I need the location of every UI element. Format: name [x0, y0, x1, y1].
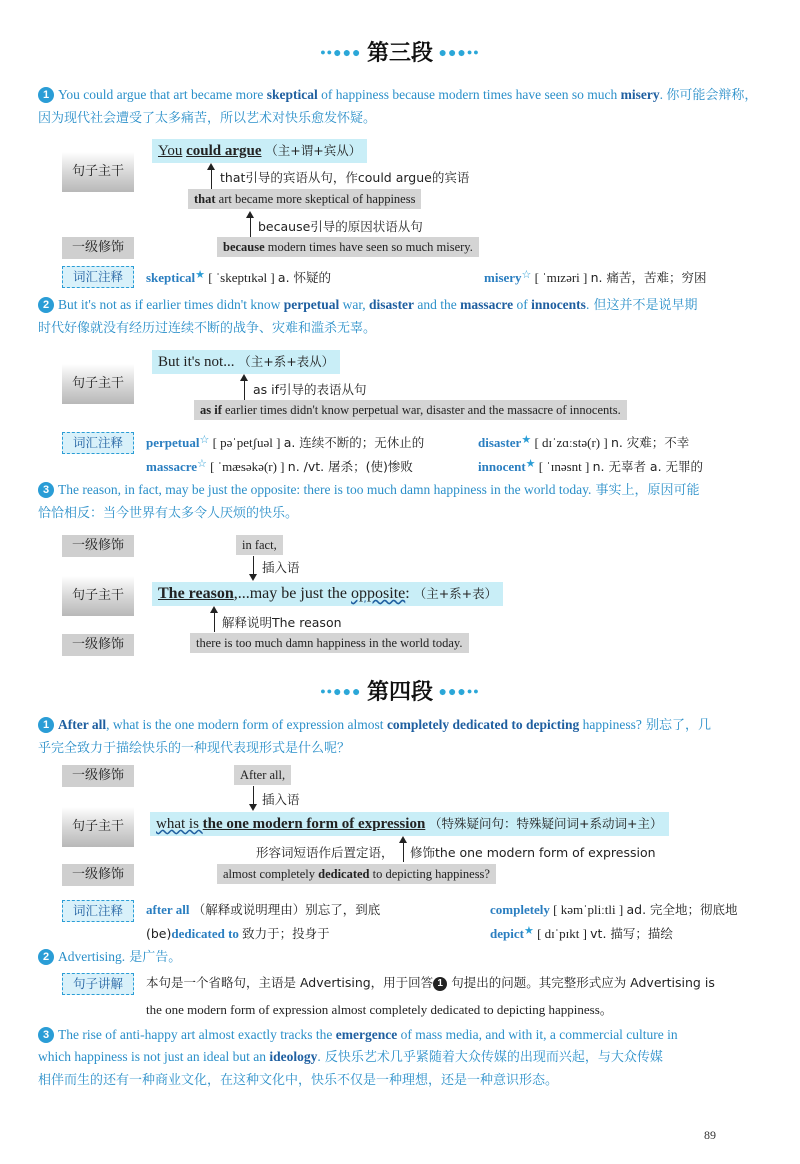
clause-box: [188, 189, 421, 209]
connector-line: [253, 556, 254, 576]
structure-note: （主+谓+宾从）: [265, 143, 362, 158]
explanation-text: 本句是一个省略句，主语是 Advertising，用于回答: [146, 975, 434, 990]
main-verb: could argue: [186, 143, 262, 159]
keyword: ideology: [269, 1049, 318, 1064]
sentence-text: happiness?: [579, 717, 642, 732]
sentence-text: .: [585, 297, 590, 312]
sentence-text: war,: [339, 297, 370, 312]
modifier-box: After all,: [234, 765, 291, 785]
chinese-translation: 相伴而生的还有一种商业文化，在这种文化中，快乐不仅是一种理想，还是一种意识形态。: [38, 1073, 559, 1088]
keyword: misery: [620, 87, 660, 102]
vocab-pronunciation: [ pəˈpetʃuəl ]: [212, 435, 281, 450]
vocab-word: dedicated to: [171, 926, 239, 941]
annotation: 形容词短语作后置定语，: [256, 845, 394, 860]
main-clause-text: :: [405, 585, 410, 602]
section-title-text: 第三段: [366, 40, 433, 65]
structure-note: （主+系+表）: [413, 586, 498, 601]
vocab-entry: [478, 457, 703, 475]
vocab-pronunciation: [ dɪˈpɪkt ]: [537, 926, 587, 941]
clause-keyword: that: [194, 192, 216, 206]
vocab-definition: n. 痛苦，苦难；穷困: [590, 270, 707, 285]
vocab-tag: 词汇注释: [62, 266, 134, 288]
connector-line: [211, 169, 212, 189]
label-main-clause: 句子主干: [62, 807, 134, 847]
connector-line: [403, 842, 404, 862]
annotation: 插入语: [262, 792, 300, 807]
vocab-entry: [146, 924, 330, 942]
main-subject: the one modern form of expression: [202, 816, 426, 832]
clause-keyword: because: [223, 240, 265, 254]
sentence-4-1: [38, 714, 762, 760]
clause-text: almost completely: [223, 867, 319, 881]
chinese-translation: 事实上，原因可能: [591, 483, 700, 498]
arrow-down: [249, 804, 257, 811]
main-clause-box: [152, 350, 340, 374]
star-icon: ★: [523, 925, 534, 937]
label-main-clause: 句子主干: [62, 364, 134, 404]
annotation: because引导的原因状语从句: [258, 219, 423, 234]
vocab-word: innocent: [478, 459, 526, 474]
main-predicative: opposite: [351, 585, 406, 602]
sentence-3-2: [38, 294, 762, 340]
chinese-translation: 乎完全致力于描绘快乐的一种现代表现形式是什么呢？: [38, 741, 351, 756]
sentence-number-badge: 1: [38, 87, 54, 103]
sentence-text: .: [659, 87, 663, 102]
label-modifier: 一级修饰: [62, 237, 134, 259]
vocab-definition: a. 连续不断的；无休止的: [283, 435, 425, 450]
label-main-clause: 句子主干: [62, 152, 134, 192]
clause-box: [194, 400, 627, 420]
vocab-definition: vt. 描写；描绘: [590, 926, 673, 941]
main-clause-box: [152, 139, 367, 163]
keyword: skeptical: [266, 87, 318, 102]
main-clause-text: what is: [156, 816, 203, 832]
sentence-4-3: [38, 1024, 762, 1092]
page-number: 89: [704, 1128, 716, 1142]
label-modifier: 一级修饰: [62, 765, 134, 787]
clause-text: art became more skeptical of happiness: [215, 192, 416, 206]
decor-dots-left: ●●●●●: [320, 685, 362, 700]
modifier-box: [217, 864, 496, 884]
vocab-entry: [484, 268, 707, 286]
annotation: 插入语: [262, 560, 300, 575]
annotation: that引导的宾语从句，作could argue的宾语: [220, 170, 470, 185]
star-icon: ★: [521, 434, 532, 446]
vocab-word: depict: [490, 926, 524, 941]
sentence-number-badge: 3: [38, 1027, 54, 1043]
sentence-text: which happiness is not just an ideal but an: [38, 1049, 270, 1064]
chinese-translation: 恰恰相反：当今世界有太多令人厌烦的快乐。: [38, 506, 299, 521]
connector-line: [214, 612, 215, 632]
keyword: perpetual: [283, 297, 340, 312]
vocab-word: perpetual: [146, 435, 200, 450]
sentence-text: You could argue that art became more: [58, 87, 267, 102]
main-clause-text: ,...may be just the: [233, 585, 352, 602]
vocab-pronunciation: [ ˈmæsəkə(r) ]: [210, 459, 285, 474]
vocab-tag: 词汇注释: [62, 900, 134, 922]
label-modifier: 一级修饰: [62, 864, 134, 886]
vocab-entry: [478, 433, 689, 451]
main-subject: You: [158, 143, 183, 159]
sentence-text: of mass media, and with it, a commercial culture in: [397, 1027, 678, 1042]
sentence-text: But it's not as if earlier times didn't know: [58, 297, 284, 312]
connector-line: [253, 786, 254, 806]
chinese-translation: 别忘了，几: [641, 718, 712, 733]
clause-text: modern times have seen so much misery.: [264, 240, 473, 254]
sentence-4-2: [38, 946, 762, 969]
vocab-entry: [146, 457, 413, 475]
sentence-number-badge: 3: [38, 482, 54, 498]
main-clause-text: But it's not...: [158, 354, 235, 370]
section-title-text: 第四段: [366, 679, 433, 704]
clause-text: earlier times didn't know perpetual war, disaster and the massacre of innocents.: [221, 403, 621, 417]
explanation-line: the one modern form of expression almost completely dedicated to depicting happiness。: [146, 1002, 613, 1017]
structure-note: （主+系+表从）: [238, 354, 335, 369]
keyword: disaster: [369, 297, 415, 312]
vocab-entry: [146, 268, 331, 286]
sentence-text: of: [513, 297, 532, 312]
section-title-3: [0, 36, 800, 67]
decor-dots-left: ●●●●●: [320, 46, 362, 61]
vocab-tag: 词汇注释: [62, 432, 134, 454]
sentence-text: .: [317, 1049, 321, 1064]
connector-line: [244, 380, 245, 400]
explanation-line: [146, 973, 715, 991]
vocab-pronunciation: [ ˈmɪzəri ]: [534, 270, 588, 285]
vocab-definition: n. 无辜者 a. 无罪的: [592, 459, 704, 474]
sentence-number-badge: 2: [38, 297, 54, 313]
chinese-translation: 你可能会辩称，因为现代社会遭受了太多痛苦，所以艺术对快乐愈发怀疑。: [38, 88, 758, 126]
keyword: massacre: [460, 297, 514, 312]
sentence-text: of happiness because modern times have seen so much: [317, 87, 621, 102]
annotation: 解释说明The reason: [222, 615, 342, 630]
star-outline-icon: ☆: [199, 434, 210, 446]
chinese-translation: 是广告。: [125, 950, 182, 965]
annotation: as if引导的表语从句: [253, 382, 367, 397]
sentence-text: and the: [414, 297, 461, 312]
section-title-4: [0, 675, 800, 706]
vocab-definition: a. 怀疑的: [277, 270, 332, 285]
structure-note: （特殊疑问句：特殊疑问词+系动词+主）: [429, 816, 663, 831]
vocab-definition: 致力于；投身于: [242, 926, 330, 941]
modifier-box: there is too much damn happiness in the world today.: [190, 633, 469, 653]
sentence-text: , what is the one modern form of expression almost: [106, 717, 387, 732]
chinese-translation: 但这并不是说早期: [589, 298, 698, 313]
label-main-clause: 句子主干: [62, 576, 134, 616]
vocab-definition: ad. 完全地；彻底地: [626, 902, 738, 917]
star-icon: ★: [195, 269, 205, 281]
arrow-down: [249, 574, 257, 581]
star-outline-icon: ☆: [521, 269, 532, 281]
vocab-pronunciation: [ ˈɪnəsnt ]: [538, 459, 590, 474]
label-modifier: 一级修饰: [62, 535, 134, 557]
sentence-number-badge: 2: [38, 949, 54, 965]
vocab-word: after all: [146, 902, 190, 917]
sentence-text: The reason, in fact, may be just the opposite: there is too much damn happiness in the world today.: [58, 482, 592, 497]
annotation: 修饰the one modern form of expression: [410, 845, 656, 860]
star-icon: ★: [525, 458, 536, 470]
connector-line: [250, 217, 251, 237]
keyword: completely dedicated to depicting: [386, 717, 580, 732]
vocab-definition: （解释或说明理由）别忘了，到底: [192, 902, 381, 917]
vocab-entry: [490, 900, 738, 918]
main-subject: The reason: [158, 585, 234, 602]
vocab-prefix: (be): [146, 926, 172, 941]
sentence-3-3: [38, 479, 762, 525]
chinese-translation: 时代好像就没有经历过连续不断的战争、灾难和滥杀无辜。: [38, 321, 377, 336]
vocab-pronunciation: [ ˈskeptɪkəl ]: [208, 270, 275, 285]
sentence-number-badge: 1: [38, 717, 54, 733]
vocab-word: misery: [484, 270, 522, 285]
decor-dots-right: ●●●●●: [438, 46, 480, 61]
main-clause-box: [152, 582, 503, 606]
vocab-word: disaster: [478, 435, 522, 450]
explain-tag: 句子讲解: [62, 973, 134, 995]
clause-keyword: dedicated: [318, 867, 370, 881]
vocab-word: skeptical: [146, 270, 196, 285]
explanation-text: 句提出的问题。其完整形式应为 Advertising is: [451, 975, 715, 990]
label-modifier: 一级修饰: [62, 634, 134, 656]
vocab-entry: [146, 900, 380, 918]
vocab-entry: [490, 924, 673, 942]
vocab-pronunciation: [ kəmˈpliːtli ]: [553, 902, 624, 917]
main-clause-box: [150, 812, 669, 836]
decor-dots-right: ●●●●●: [438, 685, 480, 700]
sentence-text: Advertising.: [58, 949, 126, 964]
keyword: After all: [58, 717, 107, 732]
clause-text: to depicting happiness?: [369, 867, 490, 881]
clause-box: [217, 237, 479, 257]
vocab-entry: [146, 433, 424, 451]
vocab-word: massacre: [146, 459, 198, 474]
keyword: emergence: [335, 1027, 398, 1042]
keyword: innocents: [531, 297, 586, 312]
vocab-pronunciation: [ dɪˈzɑːstə(r) ]: [534, 435, 608, 450]
vocab-definition: n. /vt. 屠杀；(使)惨败: [287, 459, 413, 474]
sentence-text: The rise of anti-happy art almost exactly tracks the: [58, 1027, 336, 1042]
chinese-translation: 反快乐艺术几乎紧随着大众传媒的出现而兴起，与大众传媒: [320, 1050, 663, 1065]
star-outline-icon: ☆: [197, 458, 207, 470]
sentence-ref-badge: 1: [433, 977, 447, 991]
clause-keyword: as if: [200, 403, 222, 417]
vocab-word: completely: [490, 902, 550, 917]
modifier-box: in fact,: [236, 535, 283, 555]
vocab-definition: n. 灾难；不幸: [610, 435, 690, 450]
sentence-3-1: [38, 84, 762, 130]
